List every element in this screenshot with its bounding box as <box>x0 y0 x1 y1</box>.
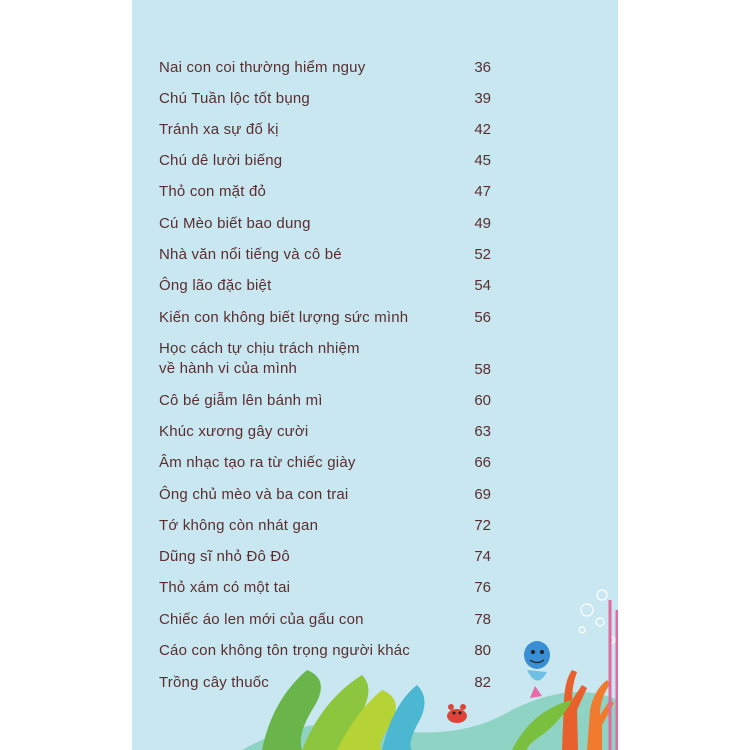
toc-entry: Chú dê lười biếng <box>159 152 283 169</box>
toc-page-number: 56 <box>474 309 491 326</box>
toc-entry: Tránh xa sự đố kị <box>159 121 279 138</box>
toc-entry: Nhà văn nổi tiếng và cô bé <box>159 246 342 263</box>
toc-entry: Khúc xương gây cười <box>159 423 309 440</box>
toc-page-number: 78 <box>474 611 491 628</box>
toc-page-number: 45 <box>474 152 491 169</box>
crab-icon <box>447 704 467 723</box>
toc-page-number: 52 <box>474 246 491 263</box>
toc-entry: Ông chủ mèo và ba con trai <box>159 486 349 503</box>
toc-page-number: 36 <box>474 59 491 76</box>
toc-entry: Thỏ con mặt đỏ <box>159 183 267 200</box>
toc-page-number: 66 <box>474 454 491 471</box>
toc-entry: Trồng cây thuốc <box>159 674 269 691</box>
toc-page-number: 82 <box>474 674 491 691</box>
toc-entry: Âm nhạc tạo ra từ chiếc giày <box>159 454 356 471</box>
toc-entry: Thỏ xám có một tai <box>159 579 291 596</box>
toc-page-number: 80 <box>474 642 491 659</box>
toc-page-number: 42 <box>474 121 491 138</box>
toc-page-number: 60 <box>474 392 491 409</box>
toc-entry: Kiến con không biết lượng sức mình <box>159 309 409 326</box>
toc-entry-line-2: về hành vi của mình <box>159 360 298 377</box>
toc-entry: Chú Tuần lộc tốt bụng <box>159 90 310 107</box>
book-page <box>132 0 618 750</box>
toc-entry: Cáo con không tôn trọng người khác <box>159 642 410 659</box>
toc-entry: Cô bé giẫm lên bánh mì <box>159 392 323 409</box>
sea-character-icon <box>524 641 550 698</box>
toc-page-number: 54 <box>474 277 491 294</box>
toc-entry: Dũng sĩ nhỏ Đô Đô <box>159 548 290 565</box>
toc-page-number: 39 <box>474 90 491 107</box>
toc-page-number: 47 <box>474 183 491 200</box>
toc-entry-line-1: Học cách tự chịu trách nhiệm <box>159 340 360 357</box>
toc-entry: Ông lão đặc biệt <box>159 277 272 294</box>
toc-entry: Nai con coi thường hiểm nguy <box>159 59 366 76</box>
toc-entry: Tớ không còn nhát gan <box>159 517 319 534</box>
toc-entry: Cú Mèo biết bao dung <box>159 215 311 232</box>
undersea-illustration <box>132 560 618 750</box>
toc-page-number: 49 <box>474 215 491 232</box>
toc-page-number: 63 <box>474 423 491 440</box>
toc-entry-multiline <box>159 339 495 379</box>
toc-page-number: 74 <box>474 548 491 565</box>
toc-page-number: 69 <box>474 486 491 503</box>
toc-page-number: 72 <box>474 517 491 534</box>
toc-page-number: 76 <box>474 579 491 596</box>
toc-entry: Chiếc áo len mới của gấu con <box>159 611 364 628</box>
toc-page-number: 58 <box>474 361 491 378</box>
